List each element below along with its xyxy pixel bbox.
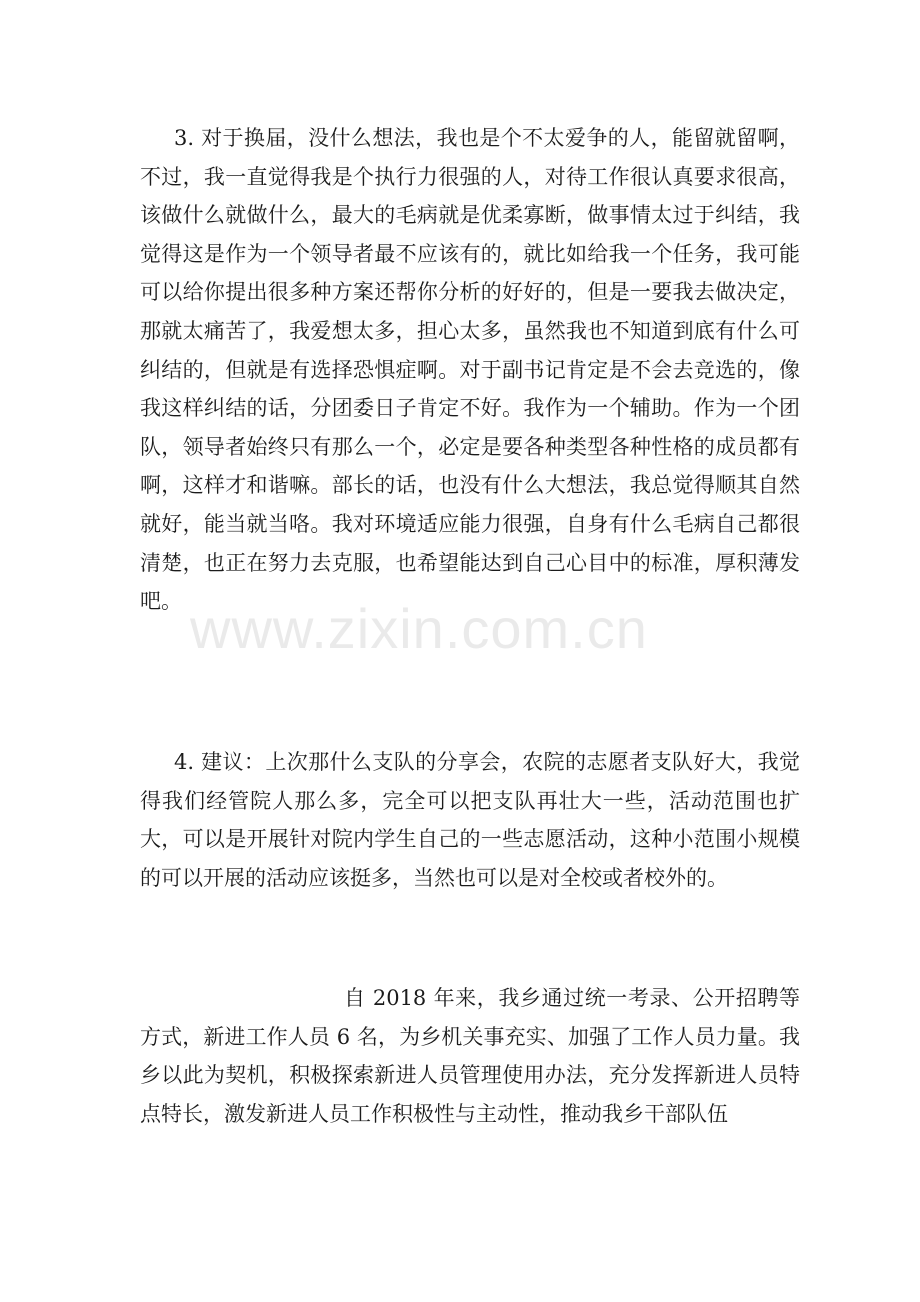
paragraph-3-reelection: 3. 对于换届，没什么想法，我也是个不太爱争的人，能留就留啊，不过，我一直觉得我是个执行力很强的人，对待工作很认真要求很高，该做什么就做什么，最大的毛病就是优柔寡断，做事情太过于纠结，我觉得这是作为一个领导者最不应该有的，就比如给我一个任务，我可能可以给你提出很多种方案还帮你分析的好好的，但是一要我去做决定，那就太痛苦了，我爱想太多，担心太多，虽然我也不知道到底有什么可纠结的，但就是有选择恐惧症啊。对于副书记肯定是不会去竞选的，像我这样纠结的话，分团委日子肯定不好。我作为一个辅助。作为一个团队，领导者始终只有那么一个，必定是要各种类型各种性格的成员都有啊，这样才和谐嘛。部长的话，也没有什么大想法，我总觉得顺其自然就好，能当就当咯。我对环境适应能力很强，自身有什么毛病自己都很清楚，也正在努力去克服，也希望能达到自己心目中的标准，厚积薄发吧。 — [140, 126, 800, 614]
watermark: www.zixin.com.cn — [190, 597, 648, 660]
paragraph-4-suggestion: 4. 建议：上次那什么支队的分享会，农院的志愿者支队好大，我觉得我们经管院人那么多，完全可以把支队再壮大一些，活动范围也扩大，可以是开展针对院内学生自己的一些志愿活动，这种小范围小规模的可以开展的活动应该挺多，当然也可以是对全校或者校外的。 — [140, 750, 800, 890]
paragraph-staffing: 自 2018 年来，我乡通过统一考录、公开招聘等方式，新进工作人员 6 名，为乡机关事充实、加强了工作人员力量。我乡以此为契机，积极探索新进人员管理使用办法，充分发挥新进人员特点特长，激发新进人员工作积极性与主动性，推动我乡干部队伍 — [140, 986, 800, 1126]
